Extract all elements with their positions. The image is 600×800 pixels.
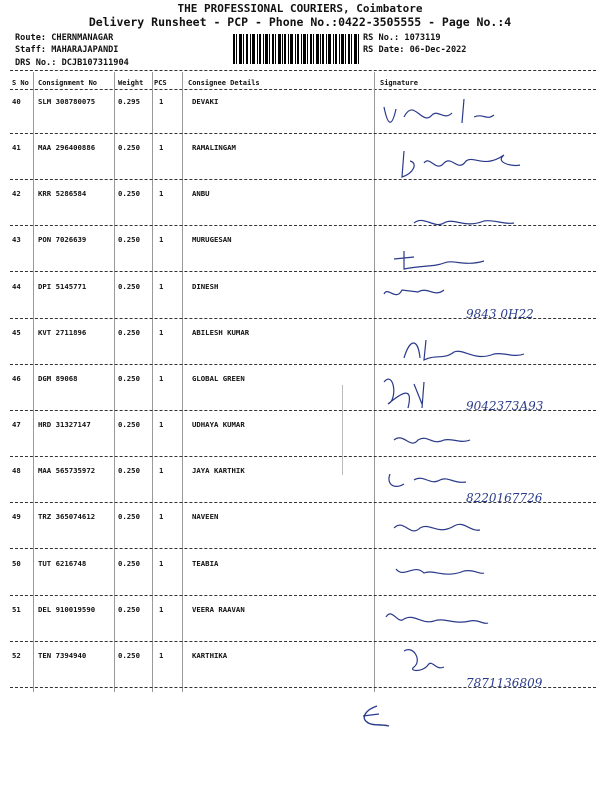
signature-stroke xyxy=(414,221,514,225)
col-consignee: Consignee Details xyxy=(188,79,260,87)
row-consignment: PON 7026639 xyxy=(38,235,87,245)
row-sno: 43 xyxy=(12,235,21,245)
handwritten-phone: 7871136809 xyxy=(466,675,543,690)
table-row xyxy=(0,651,600,697)
row-consignee: ABILESH KUMAR xyxy=(192,327,250,337)
row-pcs: 1 xyxy=(159,558,164,568)
row-consignment: SLM 308780075 xyxy=(38,97,96,106)
row-sno: 47 xyxy=(12,420,21,430)
row-consignee: KARTHIKA xyxy=(192,650,228,660)
header-rule-top xyxy=(10,70,596,71)
row-consignment: TUT 6216748 xyxy=(38,558,87,568)
row-weight: 0.295 xyxy=(118,97,140,106)
signature-stroke xyxy=(404,340,524,360)
row-consignee: DINESH xyxy=(192,281,219,291)
row-consignee: UDHAYA KUMAR xyxy=(192,420,245,430)
rs-date: RS Date: 06-Dec-2022 xyxy=(363,45,467,55)
signature-stroke xyxy=(394,525,480,532)
row-consignment: TRZ 365074612 xyxy=(38,512,96,522)
row-sno: 40 xyxy=(12,97,21,106)
row-pcs: 1 xyxy=(159,604,164,614)
row-pcs: 1 xyxy=(159,650,164,660)
signature-stroke xyxy=(402,151,520,177)
row-weight: 0.250 xyxy=(118,650,140,660)
row-sno: 49 xyxy=(12,512,21,522)
row-pcs: 1 xyxy=(159,373,164,383)
row-separator xyxy=(10,687,596,688)
row-consignment: TEN 7394940 xyxy=(38,650,87,660)
row-sno: 44 xyxy=(12,281,21,291)
row-consignee: VEERA RAAVAN xyxy=(192,604,245,614)
row-consignee: MURUGESAN xyxy=(192,235,232,245)
col-signature: Signature xyxy=(380,79,418,87)
row-consignment: KRR 5286584 xyxy=(38,189,87,199)
signature-stroke xyxy=(394,438,470,443)
row-consignee: DEVAKI xyxy=(192,97,219,106)
col-pcs: PCS xyxy=(154,79,167,87)
staff-label: Staff: MAHARAJAPANDI xyxy=(15,45,119,55)
signature-stroke xyxy=(389,474,466,486)
col-weight: Weight xyxy=(118,79,144,87)
row-consignee: ANBU xyxy=(192,189,210,199)
row-consignment: DPI 5145771 xyxy=(38,281,87,291)
row-weight: 0.250 xyxy=(118,512,140,522)
row-pcs: 1 xyxy=(159,97,164,106)
row-pcs: 1 xyxy=(159,189,164,199)
handwritten-phone: 8220167726 xyxy=(466,491,543,506)
row-pcs: 1 xyxy=(159,466,164,476)
signature-stroke xyxy=(384,379,424,408)
row-weight: 0.250 xyxy=(118,327,140,337)
signature-stroke xyxy=(396,569,484,574)
col-sno: S No xyxy=(12,79,29,87)
row-consignee: RAMALINGAM xyxy=(192,143,236,153)
row-pcs: 1 xyxy=(159,235,164,245)
row-consignee: JAYA KARTHIK xyxy=(192,466,245,476)
row-pcs: 1 xyxy=(159,143,164,153)
barcode xyxy=(233,34,359,64)
row-consignment: KVT 2711896 xyxy=(38,327,87,337)
row-sno: 46 xyxy=(12,373,21,383)
signature-stroke xyxy=(384,290,444,295)
route-label: Route: CHERNMANAGAR xyxy=(15,33,114,43)
row-consignee: GLOBAL GREEN xyxy=(192,373,245,383)
row-consignment: DGM 89068 xyxy=(38,373,78,383)
drs-number: DRS No.: DCJB107311904 xyxy=(15,58,129,68)
row-sno: 50 xyxy=(12,558,21,568)
handwritten-mark xyxy=(355,702,395,732)
row-sno: 45 xyxy=(12,327,21,337)
col-consignment: Consignment No xyxy=(38,79,98,87)
signature-stroke xyxy=(404,649,444,670)
row-sno: 41 xyxy=(12,143,21,153)
row-sno: 51 xyxy=(12,604,21,614)
row-weight: 0.250 xyxy=(118,143,140,153)
sheet-subtitle: Delivery Runsheet - PCP - Phone No.:0422-3505555 - Page No.:4 xyxy=(88,15,512,29)
row-consignee: TEABIA xyxy=(192,558,219,568)
row-consignee: NAVEEN xyxy=(192,512,219,522)
row-pcs: 1 xyxy=(159,327,164,337)
row-weight: 0.250 xyxy=(118,466,140,476)
row-pcs: 1 xyxy=(159,281,164,291)
row-consignment: MAA 296400886 xyxy=(38,143,96,153)
row-weight: 0.250 xyxy=(118,373,140,383)
signature-image xyxy=(374,641,594,699)
row-weight: 0.250 xyxy=(118,604,140,614)
row-weight: 0.250 xyxy=(118,281,140,291)
row-sno: 42 xyxy=(12,189,21,199)
scan-artifact-line xyxy=(342,385,343,475)
row-weight: 0.250 xyxy=(118,420,140,430)
row-weight: 0.250 xyxy=(118,558,140,568)
row-consignment: DEL 910019590 xyxy=(38,604,96,614)
row-pcs: 1 xyxy=(159,512,164,522)
signature-stroke xyxy=(386,614,488,624)
sheet-title: THE PROFESSIONAL COURIERS, Coimbatore xyxy=(177,2,423,15)
handwritten-phone: 9843 0H22 xyxy=(466,306,534,321)
row-weight: 0.250 xyxy=(118,235,140,245)
row-pcs: 1 xyxy=(159,420,164,430)
rs-number: RS No.: 1073119 xyxy=(363,33,441,43)
signature-stroke xyxy=(394,251,484,269)
handwritten-phone: 9042373A93 xyxy=(466,398,544,413)
row-sno: 48 xyxy=(12,466,21,476)
signature-stroke xyxy=(384,99,494,123)
row-sno: 52 xyxy=(12,650,21,660)
row-consignment: MAA 565735972 xyxy=(38,466,96,476)
row-consignment: HRD 31327147 xyxy=(38,420,91,430)
row-weight: 0.250 xyxy=(118,189,140,199)
